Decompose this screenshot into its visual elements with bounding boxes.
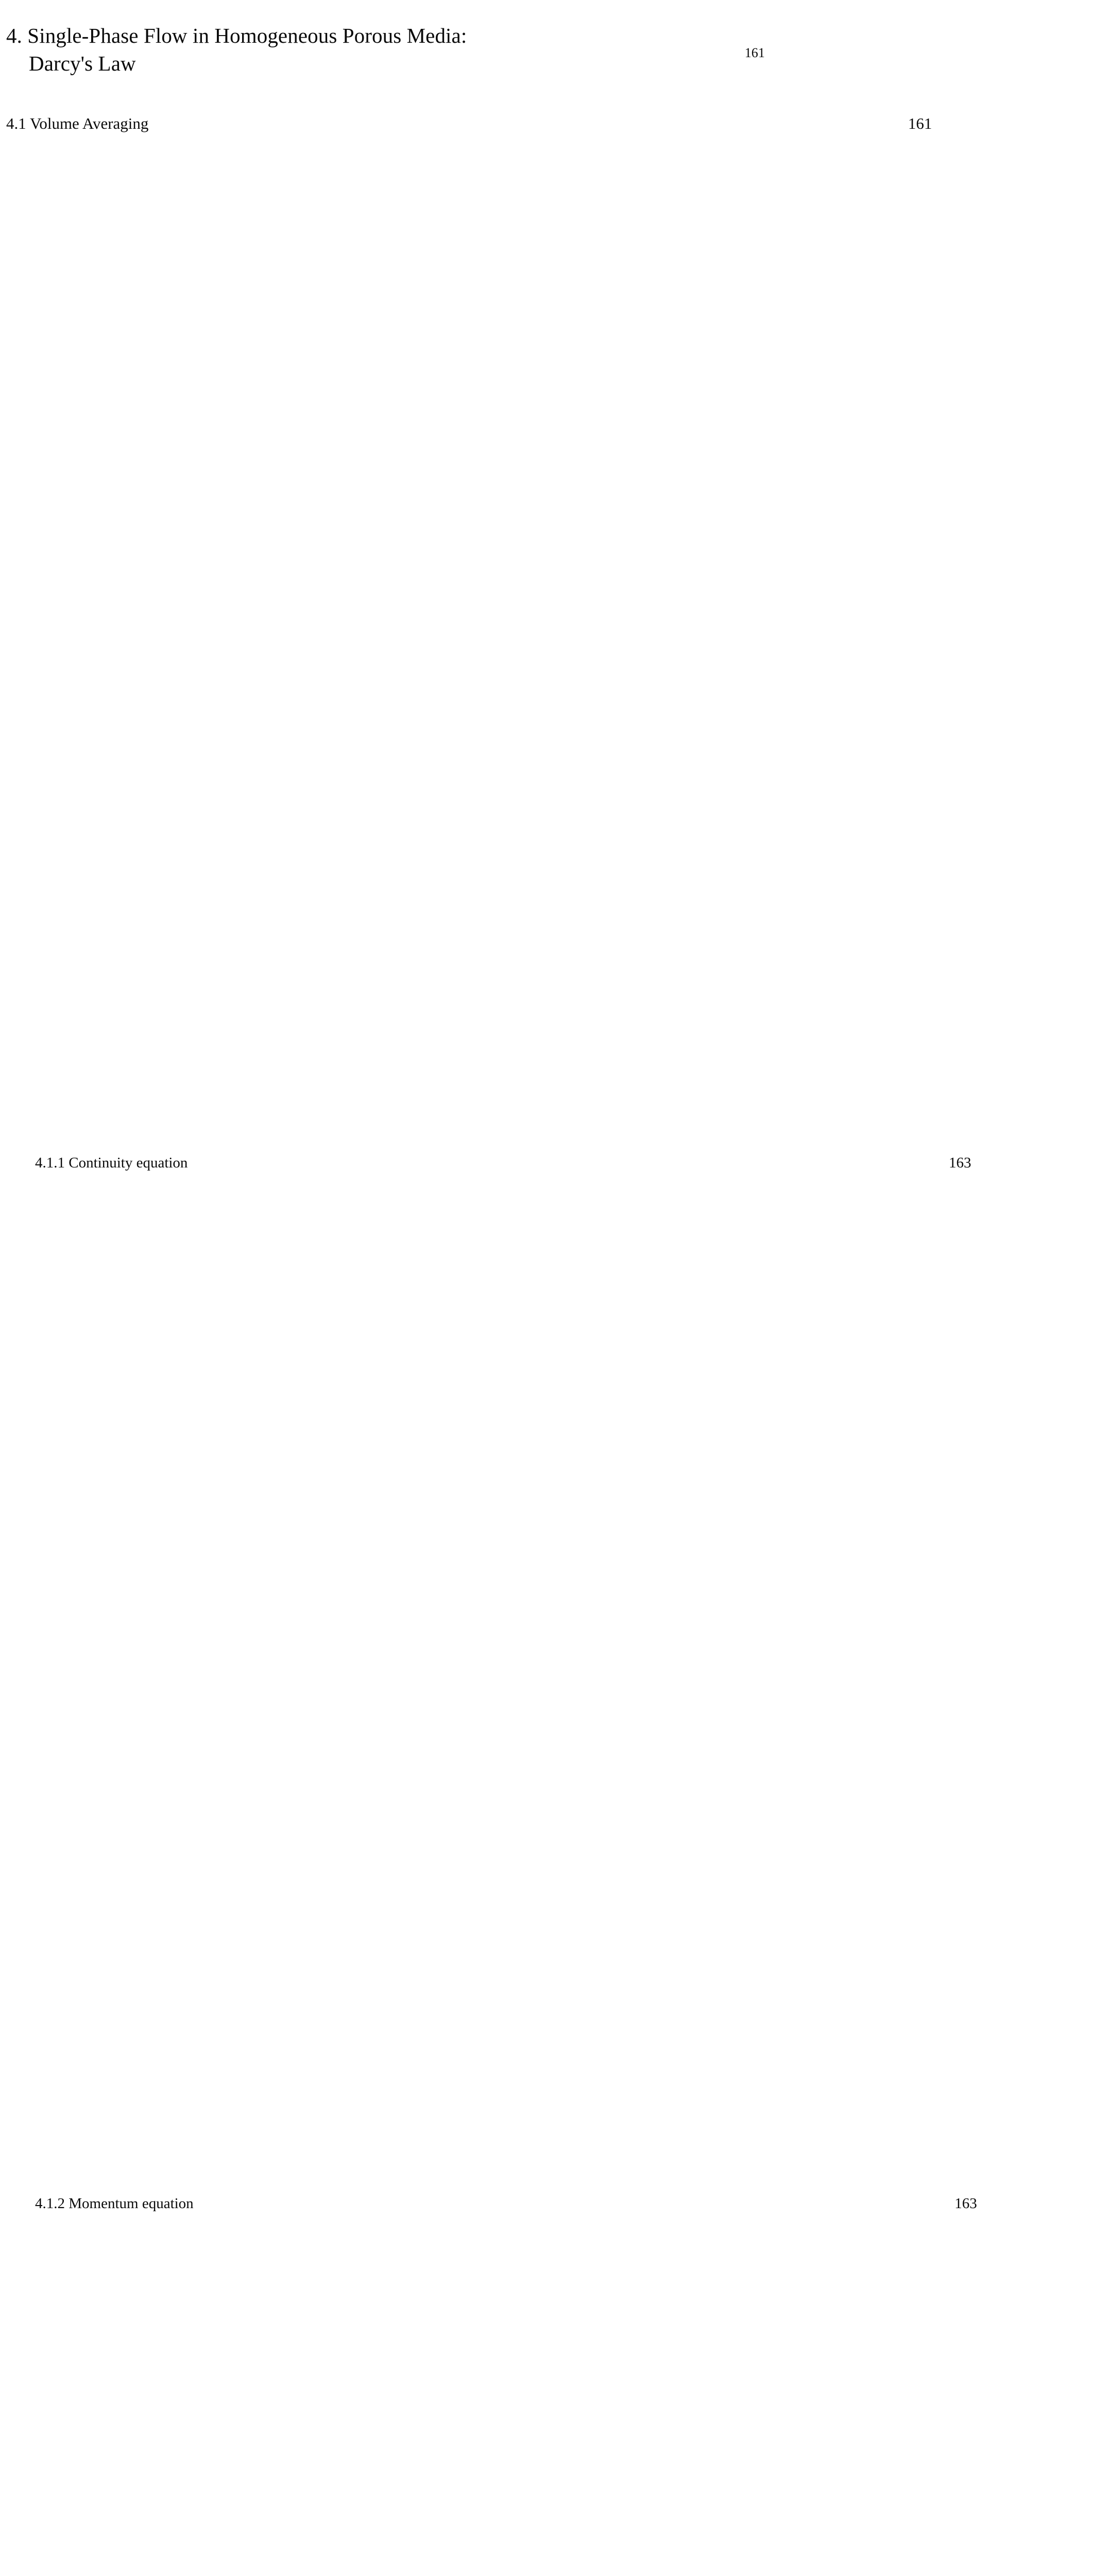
chapter-heading-4 bbox=[6, 22, 767, 77]
toc-entry-label: 4.1.2 Momentum equation bbox=[35, 2195, 194, 2212]
toc-group bbox=[6, 100, 977, 2576]
chapter-4-title bbox=[6, 22, 467, 77]
toc-entry-label: 4.1.1 Continuity equation bbox=[35, 1155, 188, 1172]
toc-entry-4-1-2[interactable] bbox=[35, 2181, 977, 2576]
chapter-4-entries bbox=[6, 100, 977, 2576]
chapter-4-title-line2: Darcy's Law bbox=[29, 52, 136, 76]
toc-entry-4-1-1[interactable] bbox=[35, 1140, 971, 2172]
toc-entry-page: 163 bbox=[954, 2195, 977, 2212]
chapter-4-title-line1: 4. Single-Phase Flow in Homogeneous Porous Media: bbox=[6, 24, 467, 47]
toc-entry-4-1[interactable] bbox=[6, 100, 932, 1131]
toc-entry-label: 4.1 Volume Averaging bbox=[6, 114, 149, 133]
chapter-4-page-number: 161 bbox=[744, 45, 765, 60]
toc-entry-page: 163 bbox=[948, 1155, 971, 1172]
toc-entry-page: 161 bbox=[908, 114, 932, 133]
